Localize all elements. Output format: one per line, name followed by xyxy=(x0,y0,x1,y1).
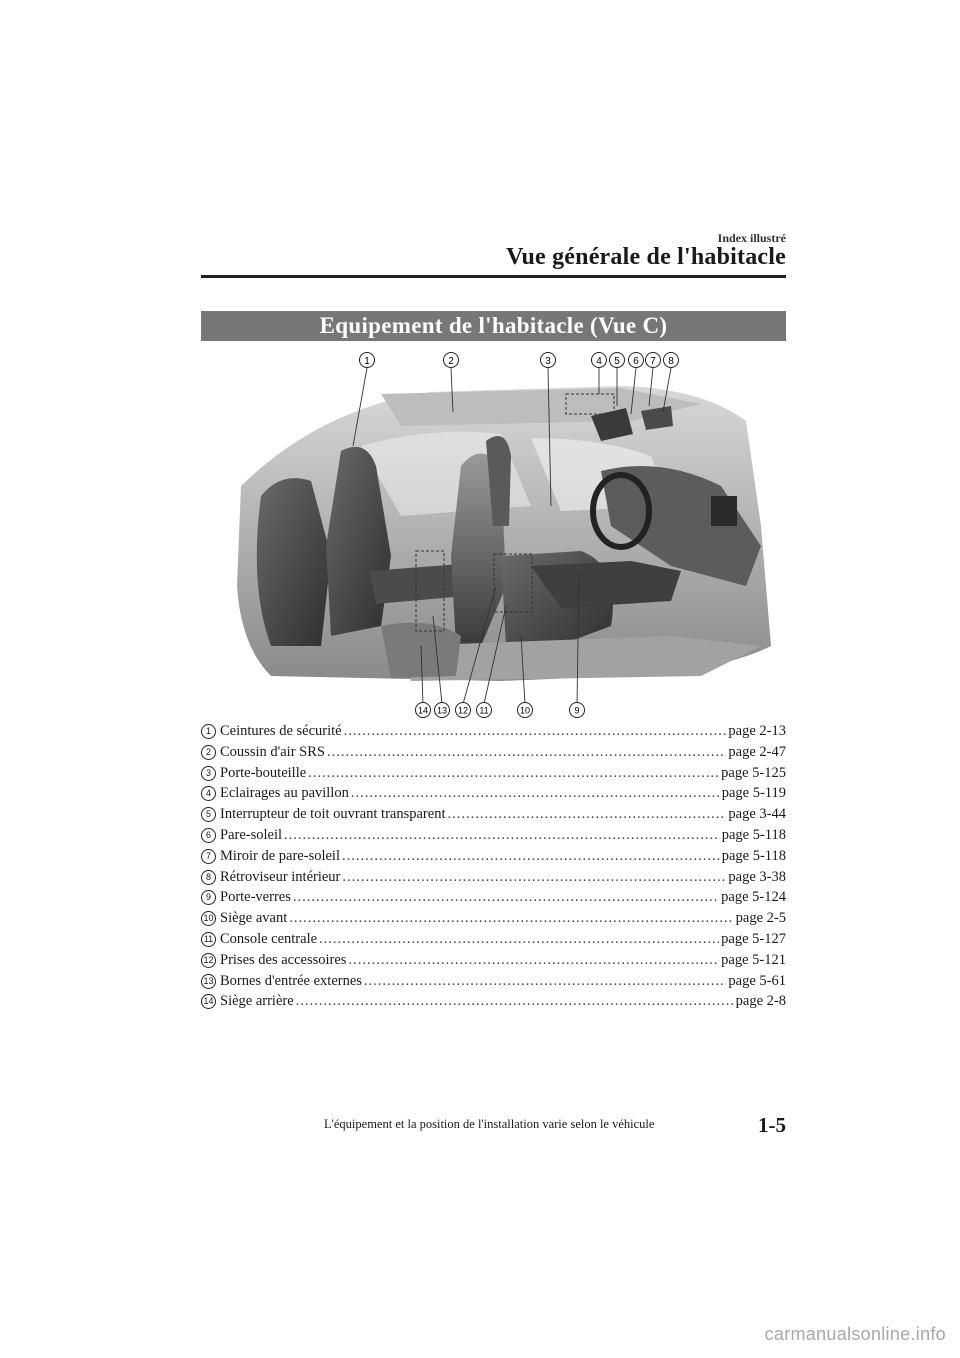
page-reference: page 2-13 xyxy=(728,723,786,739)
dot-leader xyxy=(293,889,719,906)
list-item xyxy=(201,973,786,994)
page-reference: page 2-47 xyxy=(728,743,786,760)
legend-label: Porte-bouteille xyxy=(220,764,307,781)
callout-14 xyxy=(416,703,431,718)
section-banner xyxy=(201,311,786,341)
legend-number: 2 xyxy=(201,745,216,760)
dot-leader xyxy=(289,910,733,927)
legend-number: 12 xyxy=(201,953,216,968)
page-reference: page 5-119 xyxy=(721,785,786,802)
legend-label: Rétroviseur intérieur xyxy=(220,868,341,885)
list-item xyxy=(201,910,786,931)
list-item xyxy=(201,931,786,952)
callout-2 xyxy=(444,353,459,368)
svg-text:13: 13 xyxy=(436,705,448,716)
legend-number: 10 xyxy=(201,911,216,926)
svg-text:9: 9 xyxy=(574,705,580,716)
callout-11 xyxy=(477,703,492,718)
dot-leader xyxy=(327,744,726,761)
callout-1 xyxy=(360,353,375,368)
svg-text:12: 12 xyxy=(457,705,469,716)
list-item xyxy=(201,785,786,806)
legend-number: 11 xyxy=(201,932,216,947)
list-item xyxy=(201,952,786,973)
callout-12 xyxy=(456,703,471,718)
legend-list xyxy=(201,723,786,1014)
legend-number: 6 xyxy=(201,828,216,843)
legend-label: Bornes d'entrée externes xyxy=(220,972,362,989)
callout-7 xyxy=(646,353,661,368)
legend-label: Porte-verres xyxy=(220,889,291,906)
page-reference: page 2-8 xyxy=(735,993,786,1010)
legend-label: Interrupteur de toit ouvrant transparent xyxy=(220,806,446,823)
svg-text:5: 5 xyxy=(614,356,620,367)
legend-label: Eclairages au pavillon xyxy=(220,785,349,802)
list-item xyxy=(201,889,786,910)
svg-text:10: 10 xyxy=(519,705,531,716)
page-reference: page 5-118 xyxy=(721,826,786,843)
dot-leader xyxy=(308,765,719,782)
page-title: Vue générale de l'habitacle xyxy=(506,244,786,270)
legend-label: Miroir de pare-soleil xyxy=(220,847,340,864)
legend-label: Pare-soleil xyxy=(220,826,283,843)
callout-6 xyxy=(629,353,644,368)
callout-10 xyxy=(518,703,533,718)
page-reference: page 5-127 xyxy=(721,930,786,947)
svg-text:4: 4 xyxy=(596,356,602,367)
legend-label: Siège arrière xyxy=(220,993,294,1010)
legend-number: 5 xyxy=(201,807,216,822)
page-reference: page 3-44 xyxy=(728,806,786,823)
callout-4 xyxy=(592,353,607,368)
svg-text:14: 14 xyxy=(417,705,429,716)
list-item xyxy=(201,765,786,786)
callout-8 xyxy=(664,353,679,368)
legend-number: 4 xyxy=(201,786,216,801)
legend-number: 8 xyxy=(201,870,216,885)
page-reference: page 5-124 xyxy=(721,889,786,906)
legend-number: 1 xyxy=(201,724,216,739)
list-item xyxy=(201,806,786,827)
dot-leader xyxy=(342,869,726,886)
dot-leader xyxy=(364,973,727,990)
footer-note: L'équipement et la position de l'installation varie selon le véhicule xyxy=(324,1117,655,1131)
dot-leader xyxy=(447,806,726,823)
page-reference: page 2-5 xyxy=(735,910,786,927)
svg-text:11: 11 xyxy=(479,705,489,716)
car-interior-photo xyxy=(237,386,771,681)
svg-text:8: 8 xyxy=(668,356,674,367)
dot-leader xyxy=(351,785,720,802)
svg-text:6: 6 xyxy=(633,356,639,367)
callout-5 xyxy=(610,353,625,368)
legend-number: 14 xyxy=(201,994,216,1009)
dot-leader xyxy=(348,952,719,969)
dot-leader xyxy=(296,993,734,1010)
banner-title: Equipement de l'habitacle (Vue C) xyxy=(319,313,668,338)
legend-label: Ceintures de sécurité xyxy=(220,723,342,739)
dot-leader xyxy=(342,848,720,865)
list-item xyxy=(201,723,786,744)
legend-number: 3 xyxy=(201,766,216,781)
list-item xyxy=(201,869,786,890)
page-reference: page 3-38 xyxy=(728,868,786,885)
watermark: carmanualsonline.info xyxy=(764,1324,946,1344)
page-number: 1-5 xyxy=(758,1113,786,1137)
legend-number: 7 xyxy=(201,849,216,864)
legend-number: 13 xyxy=(201,974,216,989)
section-label: Index illustré xyxy=(717,231,786,245)
header-divider xyxy=(201,275,786,278)
dot-leader xyxy=(284,827,720,844)
legend-label: Coussin d'air SRS xyxy=(220,743,325,760)
legend-label: Console centrale xyxy=(220,930,318,947)
list-item xyxy=(201,827,786,848)
dot-leader xyxy=(319,931,719,948)
top-callout-markers xyxy=(360,353,679,368)
svg-text:3: 3 xyxy=(545,356,551,367)
page-reference: page 5-61 xyxy=(728,972,786,989)
svg-text:2: 2 xyxy=(448,356,454,367)
page-reference: page 5-118 xyxy=(721,847,786,864)
legend-label: Siège avant xyxy=(220,910,288,927)
cabin-illustration-svg xyxy=(201,346,786,721)
callout-13 xyxy=(435,703,450,718)
callout-9 xyxy=(570,703,585,718)
bottom-callout-markers xyxy=(416,703,585,718)
legend-number: 9 xyxy=(201,890,216,905)
svg-text:7: 7 xyxy=(650,356,656,367)
dot-leader xyxy=(344,723,727,740)
list-item xyxy=(201,848,786,869)
svg-text:1: 1 xyxy=(364,356,370,367)
cabin-illustration xyxy=(201,346,786,721)
callout-3 xyxy=(541,353,556,368)
legend-label: Prises des accessoires xyxy=(220,951,347,968)
list-item xyxy=(201,993,786,1014)
list-item xyxy=(201,744,786,765)
page-reference: page 5-125 xyxy=(721,764,786,781)
page-reference: page 5-121 xyxy=(721,951,786,968)
